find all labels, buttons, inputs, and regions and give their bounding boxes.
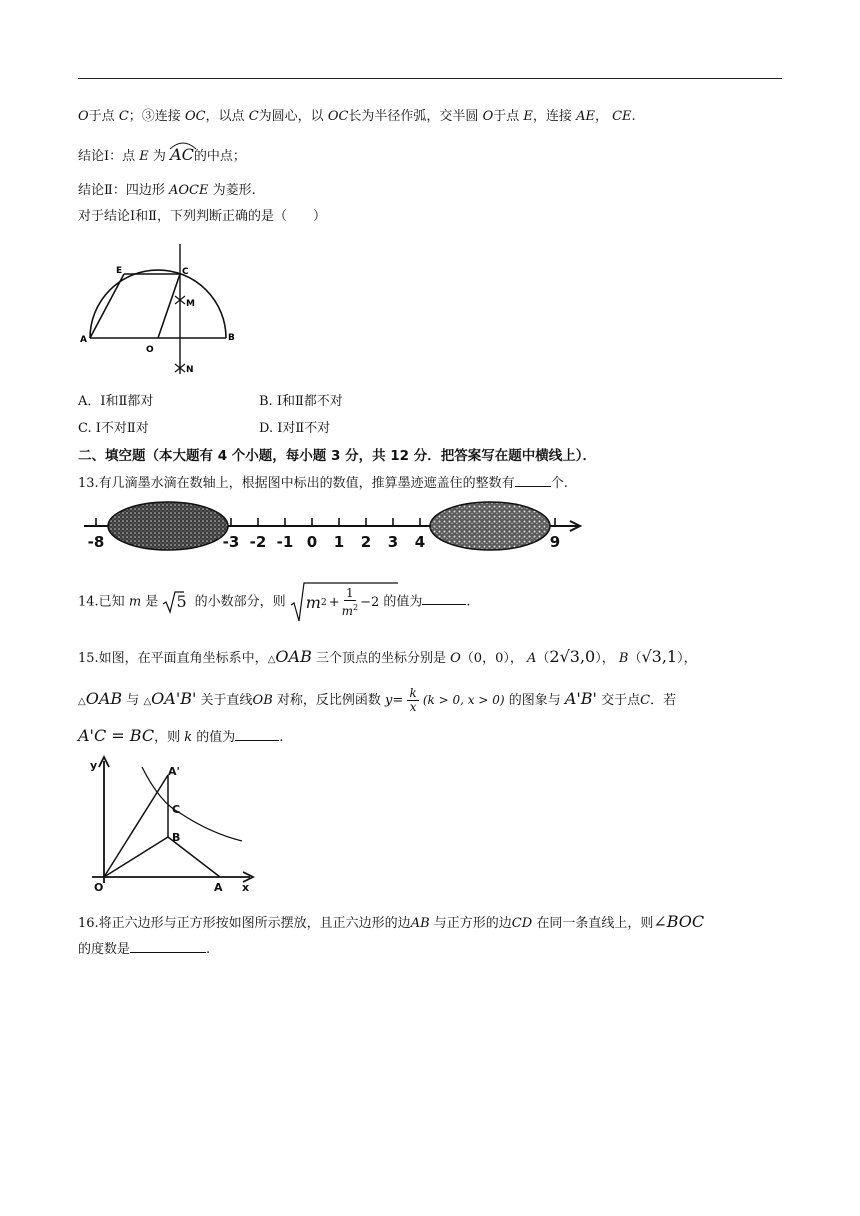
q14-radical-expression: m 2 + $\frac{1}{m^2}$ −2 <box>290 585 379 619</box>
q15-line-3: A'C = BC，则 k 的值为 . <box>78 726 284 745</box>
q13-number-line <box>78 500 588 558</box>
svg-text:-2: -2 <box>249 533 267 551</box>
q12-option-a[interactable]: A．Ⅰ和Ⅱ都对 <box>78 394 154 409</box>
svg-text:B: B <box>228 333 235 343</box>
svg-text:y: y <box>90 759 98 772</box>
q12-conclusion-2: 结论Ⅱ：四边形 AOCE 为菱形. <box>78 183 256 198</box>
svg-text:4: 4 <box>414 533 426 551</box>
header-rule <box>78 78 782 79</box>
svg-text:B: B <box>172 831 181 844</box>
svg-text:0: 0 <box>306 533 318 551</box>
svg-text:-8: -8 <box>87 533 105 551</box>
ink-blot-right <box>430 502 550 550</box>
q12-option-b[interactable]: B. Ⅰ和Ⅱ都不对 <box>259 394 343 409</box>
answer-blank[interactable] <box>422 592 466 605</box>
svg-text:1: 1 <box>333 533 345 551</box>
svg-text:A: A <box>214 881 223 894</box>
section-title: 二、填空题（本大题有 4 个小题，每小题 3 分，共 12 分．把答案写在题中横线上）． <box>78 448 597 464</box>
sqrt-5: 5 <box>162 588 194 616</box>
ink-blot-left <box>108 502 228 550</box>
q12-conclusion-1: 结论Ⅰ：点 E 为 AC的中点； <box>78 145 246 164</box>
arc-ac-label: AC <box>170 146 194 164</box>
q13-text: 13.有几滴墨水滴在数轴上，根据图中标出的数值，推算墨迹遮盖住的整数有 个. <box>78 476 568 491</box>
svg-text:2: 2 <box>360 533 372 551</box>
svg-text:N: N <box>186 365 194 375</box>
svg-text:C: C <box>182 267 189 277</box>
svg-text:3: 3 <box>387 533 399 551</box>
q12-semicircle-figure <box>78 240 238 380</box>
q15-coordinate-figure <box>80 755 260 895</box>
answer-blank[interactable] <box>235 728 279 741</box>
svg-text:A: A <box>80 335 87 345</box>
q12-option-d[interactable]: D. Ⅰ对Ⅱ不对 <box>259 421 331 436</box>
answer-blank[interactable] <box>130 940 206 953</box>
q12-question: 对于结论Ⅰ和Ⅱ，下列判断正确的是（ ） <box>78 209 326 224</box>
q12-construction-step: O于点 C；③连接 OC，以点 C为圆心，以 OC长为半径作弧，交半圆 O于点 E，连接 AE， CE. <box>78 109 636 124</box>
q15-line-1: 15.如图，在平面直角坐标系中，△OAB 三个顶点的坐标分别是 O（0，0）， A（2√3,0）， B（√3,1）， <box>78 647 697 666</box>
svg-text:-3: -3 <box>222 533 240 551</box>
q14-text: 14.已知 m 是 5 的小数部分，则 m 2 + $\frac{1}{m^2}$ −2 的值为 . <box>78 585 471 619</box>
svg-text:x: x <box>242 881 250 894</box>
svg-text:A': A' <box>168 765 180 778</box>
svg-text:9: 9 <box>549 533 561 551</box>
svg-text:O: O <box>94 881 104 894</box>
q15-line-2: △OAB 与 △OA'B' 关于直线OB 对称，反比例函数 y= $\frac{k}{x}$ (k > 0, x > 0) 的图象与 A'B' 交于点C．若 <box>78 686 677 714</box>
svg-text:O: O <box>146 345 154 355</box>
q16-line-1: 16.将正六边形与正方形按如图所示摆放，且正六边形的边AB 与正方形的边CD 在同一条直线上，则∠BOC <box>78 912 705 931</box>
svg-text:E: E <box>116 266 123 276</box>
svg-text:-1: -1 <box>276 533 294 551</box>
q16-line-2: 的度数是 . <box>78 942 211 957</box>
q12-option-c[interactable]: C. Ⅰ不对Ⅱ对 <box>78 421 149 436</box>
svg-text:C: C <box>172 803 181 816</box>
answer-blank[interactable] <box>515 474 551 487</box>
svg-text:M: M <box>186 299 195 309</box>
